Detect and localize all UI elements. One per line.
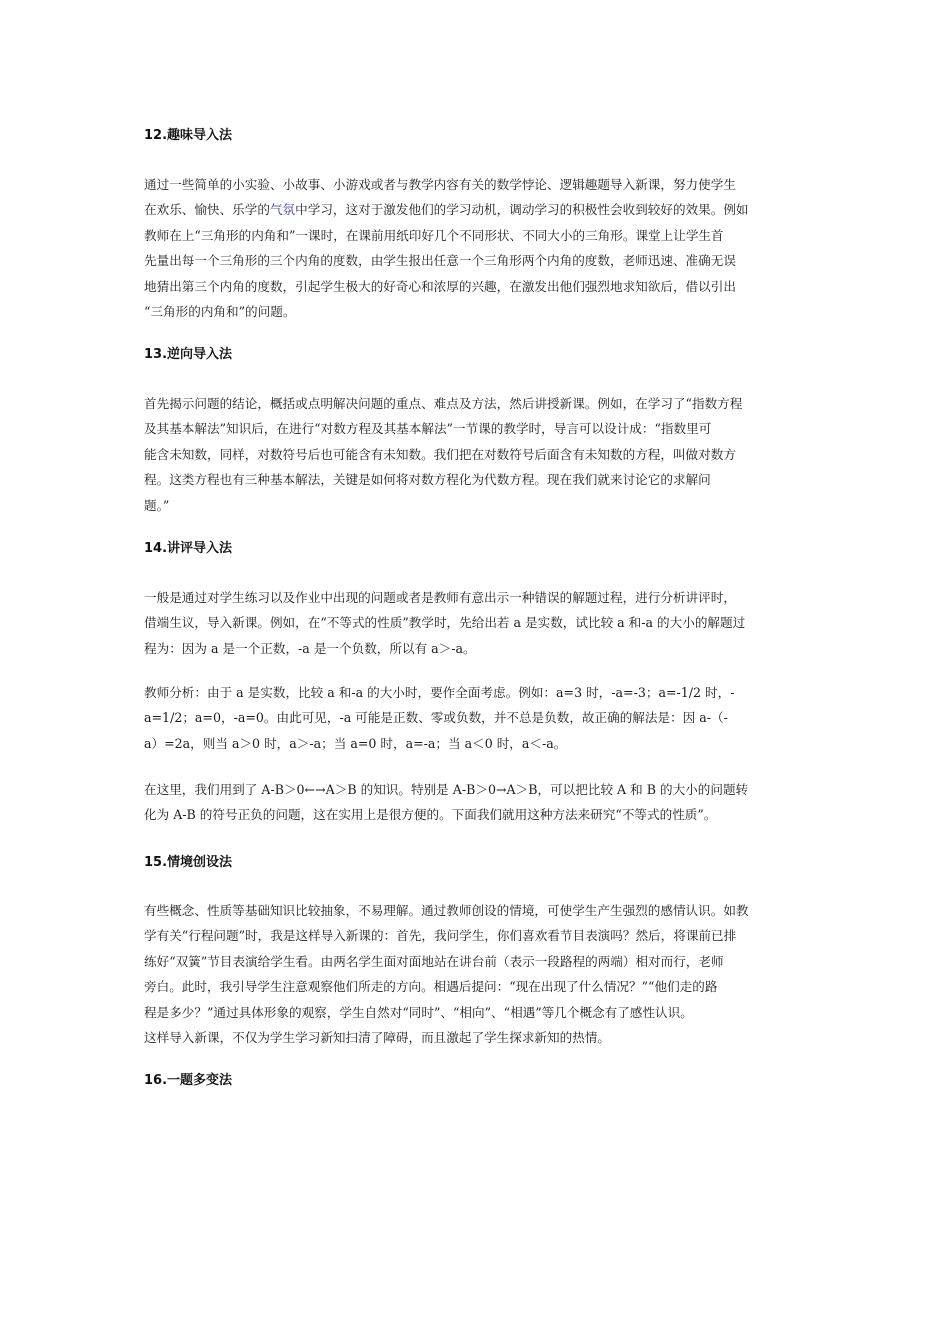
section-14-paragraph-3 <box>144 777 810 828</box>
atmosphere-link[interactable]: 气氛 <box>269 202 296 218</box>
text-line: 在这里，我们用到了 A-B＞0←→A＞B 的知识。特别是 A-B＞0→A＞B，可以把比较 A 和 B 的大小的问题转 <box>144 782 749 797</box>
text-segment: 中学习，这对于激发他们的学习动机，调动学习的积极性会收到较好的效果。例如 <box>295 202 749 218</box>
text-line: 教师在上“三角形的内角和”一课时，在课前用纸印好几个不同形状、不同大小的三角形。课堂上让学生首 <box>144 227 724 243</box>
text-line: 及其基本解法”知识后，在进行“对数方程及其基本解法”一节课的教学时，导言可以设计成：“指数里可 <box>144 421 712 437</box>
text-line: 先量出每一个三角形的三个内角的度数，由学生报出任意一个三角形两个内角的度数，老师迅速、准确无误 <box>144 253 736 269</box>
text-line <box>144 197 810 222</box>
text-line: 地猜出第三个内角的度数，引起学生极大的好奇心和浓厚的兴趣，在激发出他们强烈地求知欲后，借以引出 <box>144 278 736 294</box>
section-14-paragraph-1 <box>144 585 810 661</box>
section-heading-13: 13.逆向导入法 <box>144 347 233 362</box>
text-line: “三角形的内角和”的问题。 <box>144 304 296 320</box>
section-12-paragraph <box>144 172 810 324</box>
section-heading-16: 16.一题多变法 <box>144 1073 233 1088</box>
text-line: 有些概念、性质等基础知识比较抽象，不易理解。通过教师创设的情境，可使学生产生强烈的感情认识。如教 <box>144 903 749 918</box>
text-line: 学有关“行程问题”时，我是这样导入新课的：首先，我问学生，你们喜欢看节目表演吗？然后，将课前已排 <box>144 928 737 944</box>
text-line: 教师分析：由于 a 是实数，比较 a 和-a 的大小时，要作全面考虑。例如：a=3 时，-a=-3；a=-1/2 时，- <box>144 685 735 700</box>
section-heading-14: 14.讲评导入法 <box>144 541 233 556</box>
text-line: 一般是通过对学生练习以及作业中出现的问题或者是教师有意出示一种错误的解题过程，进行分析讲评时， <box>144 590 736 605</box>
text-line: 程是多少？”通过具体形象的观察，学生自然对“同时”、“相向”、“相遇”等几个概念有了感性认识。 <box>144 1004 693 1020</box>
section-heading-15: 15.情境创设法 <box>144 855 233 870</box>
text-line: a=1/2；a=0，-a=0。由此可见，-a 可能是正数、零或负数，并不总是负数，故正确的解法是：因 a-（- <box>144 710 728 726</box>
section-heading-12: 12.趣味导入法 <box>144 128 233 143</box>
text-line: 首先揭示问题的结论，概括或点明解决问题的重点、难点及方法，然后讲授新课。例如，在学习了“指数方程 <box>144 396 743 411</box>
section-13-paragraph <box>144 391 810 518</box>
section-14-paragraph-2 <box>144 680 810 756</box>
text-line: 这样导入新课，不仅为学生学习新知扫清了障碍，而且激起了学生探求新知的热情。 <box>144 1030 610 1046</box>
text-line: 通过一些简单的小实验、小故事、小游戏或者与教学内容有关的数学悖论、逻辑趣题导入新课，努力使学生 <box>144 177 736 192</box>
section-15-paragraph <box>144 898 810 1050</box>
text-line: 化为 A-B 的符号正负的问题，这在实用上是很方便的。下面我们就用这种方法来研究“不等式的性质”。 <box>144 807 717 823</box>
text-line: 旁白。此时，我引导学生注意观察他们所走的方向。相遇后提问：“现在出现了什么情况？”“他们走的路 <box>144 979 718 995</box>
text-line: a）=2a，则当 a＞0 时，a＞-a；当 a=0 时，a=-a；当 a＜0 时，a＜-a。 <box>144 735 567 751</box>
text-line: 能含未知数，同样，对数符号后也可能含有未知数。我们把在对数符号后面含有未知数的方程，叫做对数方 <box>144 446 736 462</box>
text-segment: 在欢乐、愉快、乐学的 <box>144 202 270 218</box>
text-line: 程为：因为 a 是一个正数，-a 是一个负数，所以有 a＞-a。 <box>144 640 476 656</box>
text-line: 程。这类方程也有三种基本解法，关键是如何将对数方程化为代数方程。现在我们就来讨论它的求解问 <box>144 472 711 488</box>
text-line: 练好“双簧”节目表演给学生看。由两名学生面对面地站在讲台前（表示一段路程的两端）相对而行，老师 <box>144 953 724 969</box>
text-line: 借端生议，导入新课。例如，在“不等式的性质”教学时，先给出若 a 是实数，试比较 a 和-a 的大小的解题过 <box>144 615 746 631</box>
text-line: 题。” <box>144 497 170 513</box>
